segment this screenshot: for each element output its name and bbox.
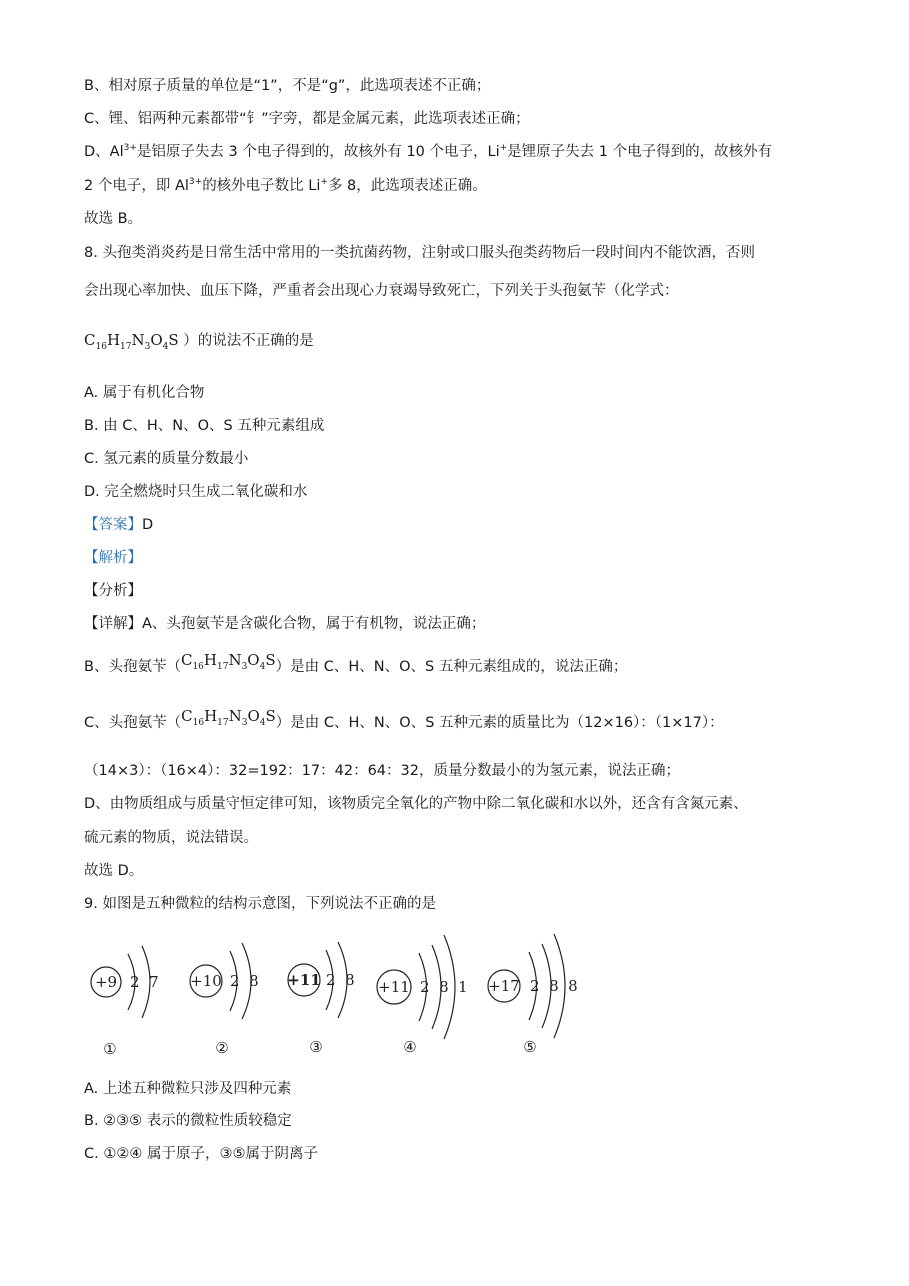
q8-detail-d-line1: D、由物质组成与质量守恒定律可知，该物质完全氧化的产物中除二氧化碳和水以外，还含有含氮元素、	[84, 796, 748, 812]
particle-1-label: ①	[103, 1040, 117, 1058]
particle-3-nucleus: +11	[287, 971, 321, 989]
particle-5-nucleus: +17	[488, 977, 520, 995]
q8-fenxi-tag: 【分析】	[84, 583, 142, 599]
prev-option-d-line1: D、$Al^{3+}$是铝原子失去 3 个电子得到的，故核外有 10 个电子，Li+是锂原子失去 1 个电子得到的，故核外有	[84, 143, 773, 160]
particle-3-shells: 2 8	[326, 971, 355, 989]
q8-stem-line2: 会出现心率加快、血压下降，严重者会出现心力衰竭导致死亡，下列关于头孢氨苄（化学式：	[84, 283, 679, 299]
q8-detail-b: B、头孢氨苄$(C_{16}H_{17}N_3O_4S)$是由 C、H、N、O、S 五种元素组成的，说法正确；	[84, 651, 628, 675]
q9-stem: 9. 如图是五种微粒的结构示意图，下列说法不正确的是	[84, 896, 436, 912]
particle-1-nucleus: +9	[94, 973, 118, 991]
q8-detail-a: 【详解】A、头孢氨苄是含碳化合物，属于有机物，说法正确；	[84, 616, 486, 632]
chemical-formula: $C_{16}H_{17}N_3O_4S$	[181, 707, 276, 728]
chemical-formula: $C_{16}H_{17}N_3O_4S$	[180, 651, 276, 672]
prev-conclusion: 故选 B。	[84, 211, 143, 227]
q8-stem-line1: 8. 头孢类消炎药是日常生活中常用的一类抗菌药物，注射或口服头孢类药物后一段时间内不能饮酒，否则	[84, 245, 755, 261]
q9-option-a: A. 上述五种微粒只涉及四种元素	[84, 1081, 292, 1097]
particle-1	[91, 946, 159, 1058]
particle-2-shells: 2 8	[230, 972, 259, 990]
q8-option-b: B. 由 C、H、N、O、S 五种元素组成	[84, 418, 325, 434]
prev-option-d-line2: 2 个电子，即 $Al^{3+}$的核外电子数比 Li+多 8，此选项表述正确。	[84, 177, 487, 194]
q8-stem-line3: $C_{16}H_{17}N_3O_4S$ ）的说法不正确的是	[84, 331, 314, 352]
q8-detail-c-line2: （14×3）：（16×4）：32=192：17：42：64：32，质量分数最小的为氢元素，说法正确；	[84, 763, 680, 779]
particle-2	[190, 943, 259, 1057]
prev-option-b: B、相对原子质量的单位是“1”，不是“g”，此选项表述不正确；	[84, 78, 491, 94]
particle-1-shells: 2 7	[130, 973, 159, 991]
particle-3-label: ③	[309, 1038, 323, 1056]
q8-analysis-tag: 【解析】	[84, 550, 142, 566]
particle-4	[377, 935, 468, 1056]
q8-option-d: D. 完全燃烧时只生成二氧化碳和水	[84, 484, 308, 500]
chemical-formula: $C_{16}H_{17}N_3O_4S$	[84, 331, 179, 352]
particle-4-label: ④	[403, 1038, 417, 1056]
particle-5	[488, 934, 578, 1056]
q8-detail-d-line2: 硫元素的物质，说法错误。	[84, 830, 258, 846]
q8-option-a: A. 属于有机化合物	[84, 385, 205, 401]
q8-answer: 【答案】D	[84, 517, 154, 533]
q9-option-c: C. ①②④ 属于原子，③⑤属于阴离子	[84, 1146, 318, 1162]
prev-option-c: C、锂、铝两种元素都带“钅”字旁，都是金属元素，此选项表述正确；	[84, 111, 530, 127]
q9-option-b: B. ②③⑤ 表示的微粒性质较稳定	[84, 1113, 292, 1129]
particle-5-label: ⑤	[523, 1038, 537, 1056]
answer-tag: 【答案】	[84, 517, 142, 533]
q8-option-c: C. 氢元素的质量分数最小	[84, 451, 249, 467]
particle-2-nucleus: +10	[190, 972, 222, 990]
q8-detail-c-line1: C、头孢氨苄$(C_{16}H_{17}N_3O_4S)$是由 C、H、N、O、S 五种元素的质量比为（12×16）：（1×17）：	[84, 707, 724, 731]
particle-2-label: ②	[215, 1039, 229, 1057]
particle-3	[287, 942, 354, 1056]
particle-4-shells: 2 8 1	[420, 978, 468, 996]
particle-5-shells: 2 8 8	[530, 977, 578, 995]
q8-conclusion: 故选 D。	[84, 863, 144, 879]
particle-4-nucleus: +11	[378, 978, 410, 996]
atomic-structure-diagrams	[84, 930, 584, 1060]
